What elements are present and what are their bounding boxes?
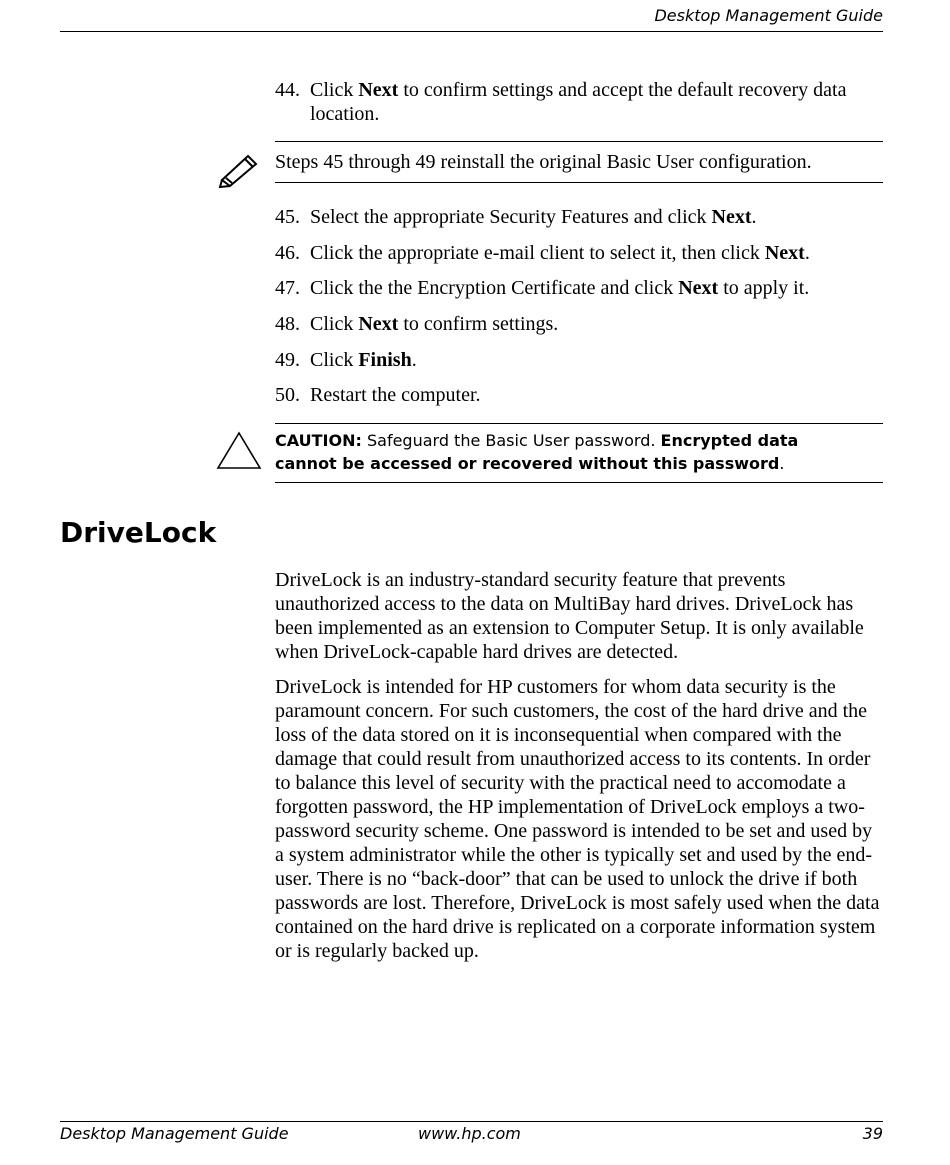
note-bottom-rule [275, 182, 883, 183]
footer-title: Desktop Management Guide [60, 1124, 289, 1143]
caution-text [275, 429, 835, 475]
caution-bottom-rule [275, 482, 883, 483]
step-item [275, 348, 875, 372]
page-number: 39 [862, 1124, 883, 1143]
step-text: Click Finish. [310, 349, 417, 371]
step-text: Click Next to confirm settings. [310, 313, 559, 335]
step-text: Click the the Encryption Certificate and click Next to apply it. [310, 277, 810, 299]
body-paragraph: DriveLock is an industry-standard security feature that prevents unauthorized access to the data on MultiBay hard drives. DriveLock has been implemented as an extension to Computer Setup. It is only available when DriveLock-capable hard drives are detected. [275, 569, 864, 663]
caution-top-rule [275, 423, 883, 424]
footer-rule [60, 1121, 883, 1122]
step-number: 48. [275, 313, 300, 335]
step-text: Click Next to confirm settings and accept the default recovery data location. [310, 79, 847, 125]
step-number: 50. [275, 384, 300, 406]
footer-url: www.hp.com [418, 1124, 521, 1143]
note-top-rule [275, 141, 883, 142]
step-item [275, 241, 875, 265]
ui-term: Next [711, 206, 752, 228]
step-item [275, 383, 875, 407]
step-text: Restart the computer. [310, 384, 481, 406]
step-number: 45. [275, 206, 300, 228]
caution-triangle-icon [216, 430, 262, 475]
step-number: 44. [275, 79, 300, 101]
step-number: 47. [275, 277, 300, 299]
step-text: Select the appropriate Security Features and click Next. [310, 206, 757, 228]
step-item [275, 78, 875, 126]
caution-body: Safeguard the Basic User password. [361, 431, 661, 450]
step-text: Click the appropriate e-mail client to select it, then click Next. [310, 242, 810, 264]
step-number: 49. [275, 349, 300, 371]
body-paragraph: DriveLock is intended for HP customers for whom data security is the paramount concern. For such customers, the cost of the hard drive and the loss of the data stored on it is inconsequential when compared with the damage that could result from unauthorized access to its contents. In order to balance this level of security with the practical need to accomodate a forgotten password, the HP implementation of DriveLock employs a two-password security scheme. One password is intended to be set and used by a system administrator while the other is typically set and used by the end-user. There is no “back-door” that can be used to unlock the drive if both passwords are lost. Therefore, DriveLock is most safely used when the data contained on the hard drive is replicated on a corporate information system or is regularly backed up. [275, 676, 880, 962]
caution-end: . [779, 454, 785, 473]
ui-term: Next [358, 79, 399, 101]
ui-term: Finish [358, 349, 412, 371]
header-rule [60, 31, 883, 32]
pencil-note-icon [218, 152, 260, 193]
note-text: Steps 45 through 49 reinstall the original Basic User configuration. [275, 151, 812, 173]
caution-label: CAUTION: [275, 431, 362, 450]
step-item [275, 312, 875, 336]
step-item [275, 205, 875, 229]
ui-term: Next [358, 313, 399, 335]
running-header-title: Desktop Management Guide [654, 6, 883, 25]
caution-emphasis: Encrypted data cannot be accessed or recovered without this password [275, 431, 799, 473]
ui-term: Next [764, 242, 805, 264]
ui-term: Next [678, 277, 719, 299]
step-number: 46. [275, 242, 300, 264]
section-heading: DriveLock [60, 516, 217, 549]
step-item [275, 276, 875, 300]
